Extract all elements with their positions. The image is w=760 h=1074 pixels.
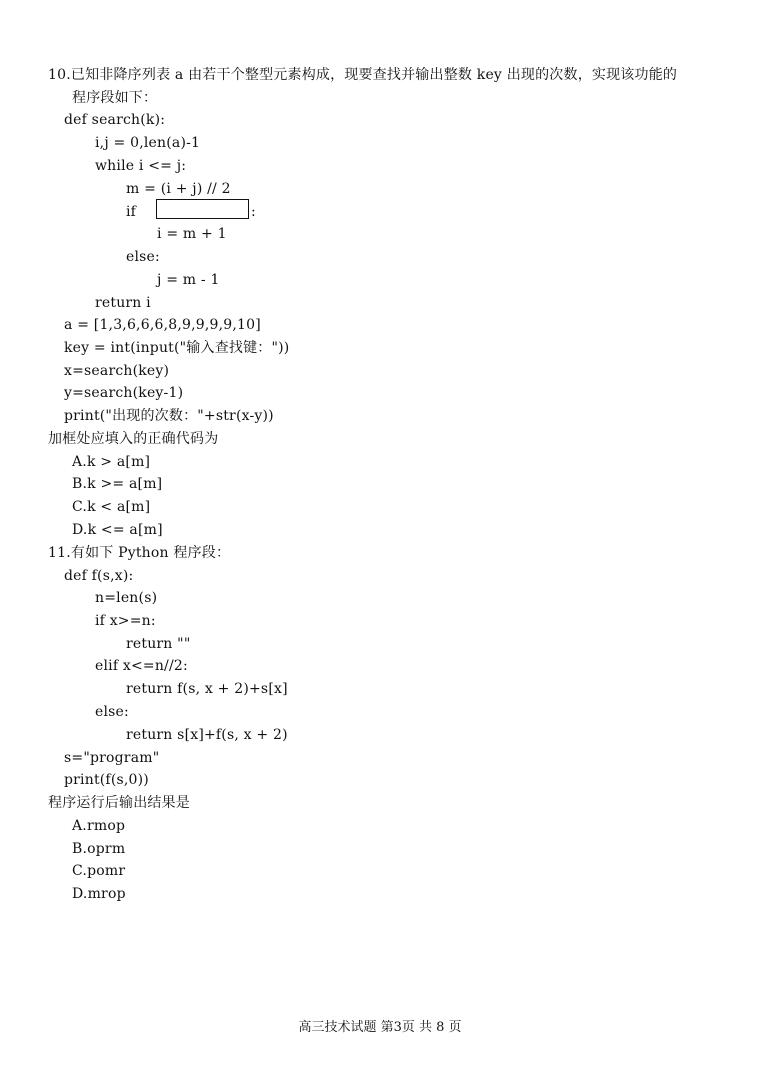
q10-option-a: A.k > a[m] xyxy=(72,454,151,470)
q11-option-d: D.mrop xyxy=(72,886,126,902)
q10-code-if: if xyxy=(126,204,137,220)
q10-code-line: j = m - 1 xyxy=(157,272,220,288)
q10-code-line: return i xyxy=(95,295,151,311)
q10-code-line: x=search(key) xyxy=(64,363,170,379)
fill-in-answer-box xyxy=(156,199,249,219)
q11-stem: 11.有如下 Python 程序段： xyxy=(48,545,231,561)
q10-code-line: a = [1,3,6,6,6,8,9,9,9,9,10] xyxy=(64,317,261,333)
q10-code-line: y=search(key-1) xyxy=(64,385,184,401)
page-footer: 高三技术试题 第3页 共 8 页 xyxy=(298,1020,462,1035)
q10-question: 加框处应填入的正确代码为 xyxy=(48,431,219,447)
q11-code-line: s="program" xyxy=(64,750,160,766)
q11-question: 程序运行后输出结果是 xyxy=(48,795,190,811)
q10-code-line: i = m + 1 xyxy=(157,226,227,242)
q10-option-d: D.k <= a[m] xyxy=(72,522,163,538)
q10-code-line: def search(k): xyxy=(64,112,166,128)
q10-stem-line1: 10.已知非降序列表 a 由若干个整型元素构成，现要查找并输出整数 key 出现的次数，实现该功能的 xyxy=(48,67,678,83)
q11-code-line: n=len(s) xyxy=(95,590,158,606)
q10-code-colon: : xyxy=(251,204,256,220)
q11-code-line: return f(s, x + 2)+s[x] xyxy=(126,681,288,697)
q10-stem-line2: 程序段如下： xyxy=(72,90,158,106)
q11-code-line: else: xyxy=(95,704,129,720)
q10-option-b: B.k >= a[m] xyxy=(72,476,163,492)
q11-option-a: A.rmop xyxy=(72,818,126,834)
q10-code-line: i,j = 0,len(a)-1 xyxy=(95,135,201,151)
q10-code-line: else: xyxy=(126,249,160,265)
q11-option-b: B.oprm xyxy=(72,841,126,857)
q10-code-line: while i <= j: xyxy=(95,158,187,174)
q11-code-line: if x>=n: xyxy=(95,613,156,629)
q10-code-line: print("出现的次数："+str(x-y)) xyxy=(64,408,274,424)
q10-code-line: m = (i + j) // 2 xyxy=(126,181,231,197)
q10-code-line: key = int(input("输入查找键：")) xyxy=(64,340,290,356)
q11-code-line: def f(s,x): xyxy=(64,568,134,584)
q10-option-c: C.k < a[m] xyxy=(72,499,151,515)
q11-code-line: elif x<=n//2: xyxy=(95,658,188,674)
q11-code-line: return s[x]+f(s, x + 2) xyxy=(126,727,288,743)
q11-option-c: C.pomr xyxy=(72,863,126,879)
q11-code-line: return "" xyxy=(126,636,191,652)
q11-code-line: print(f(s,0)) xyxy=(64,772,149,788)
